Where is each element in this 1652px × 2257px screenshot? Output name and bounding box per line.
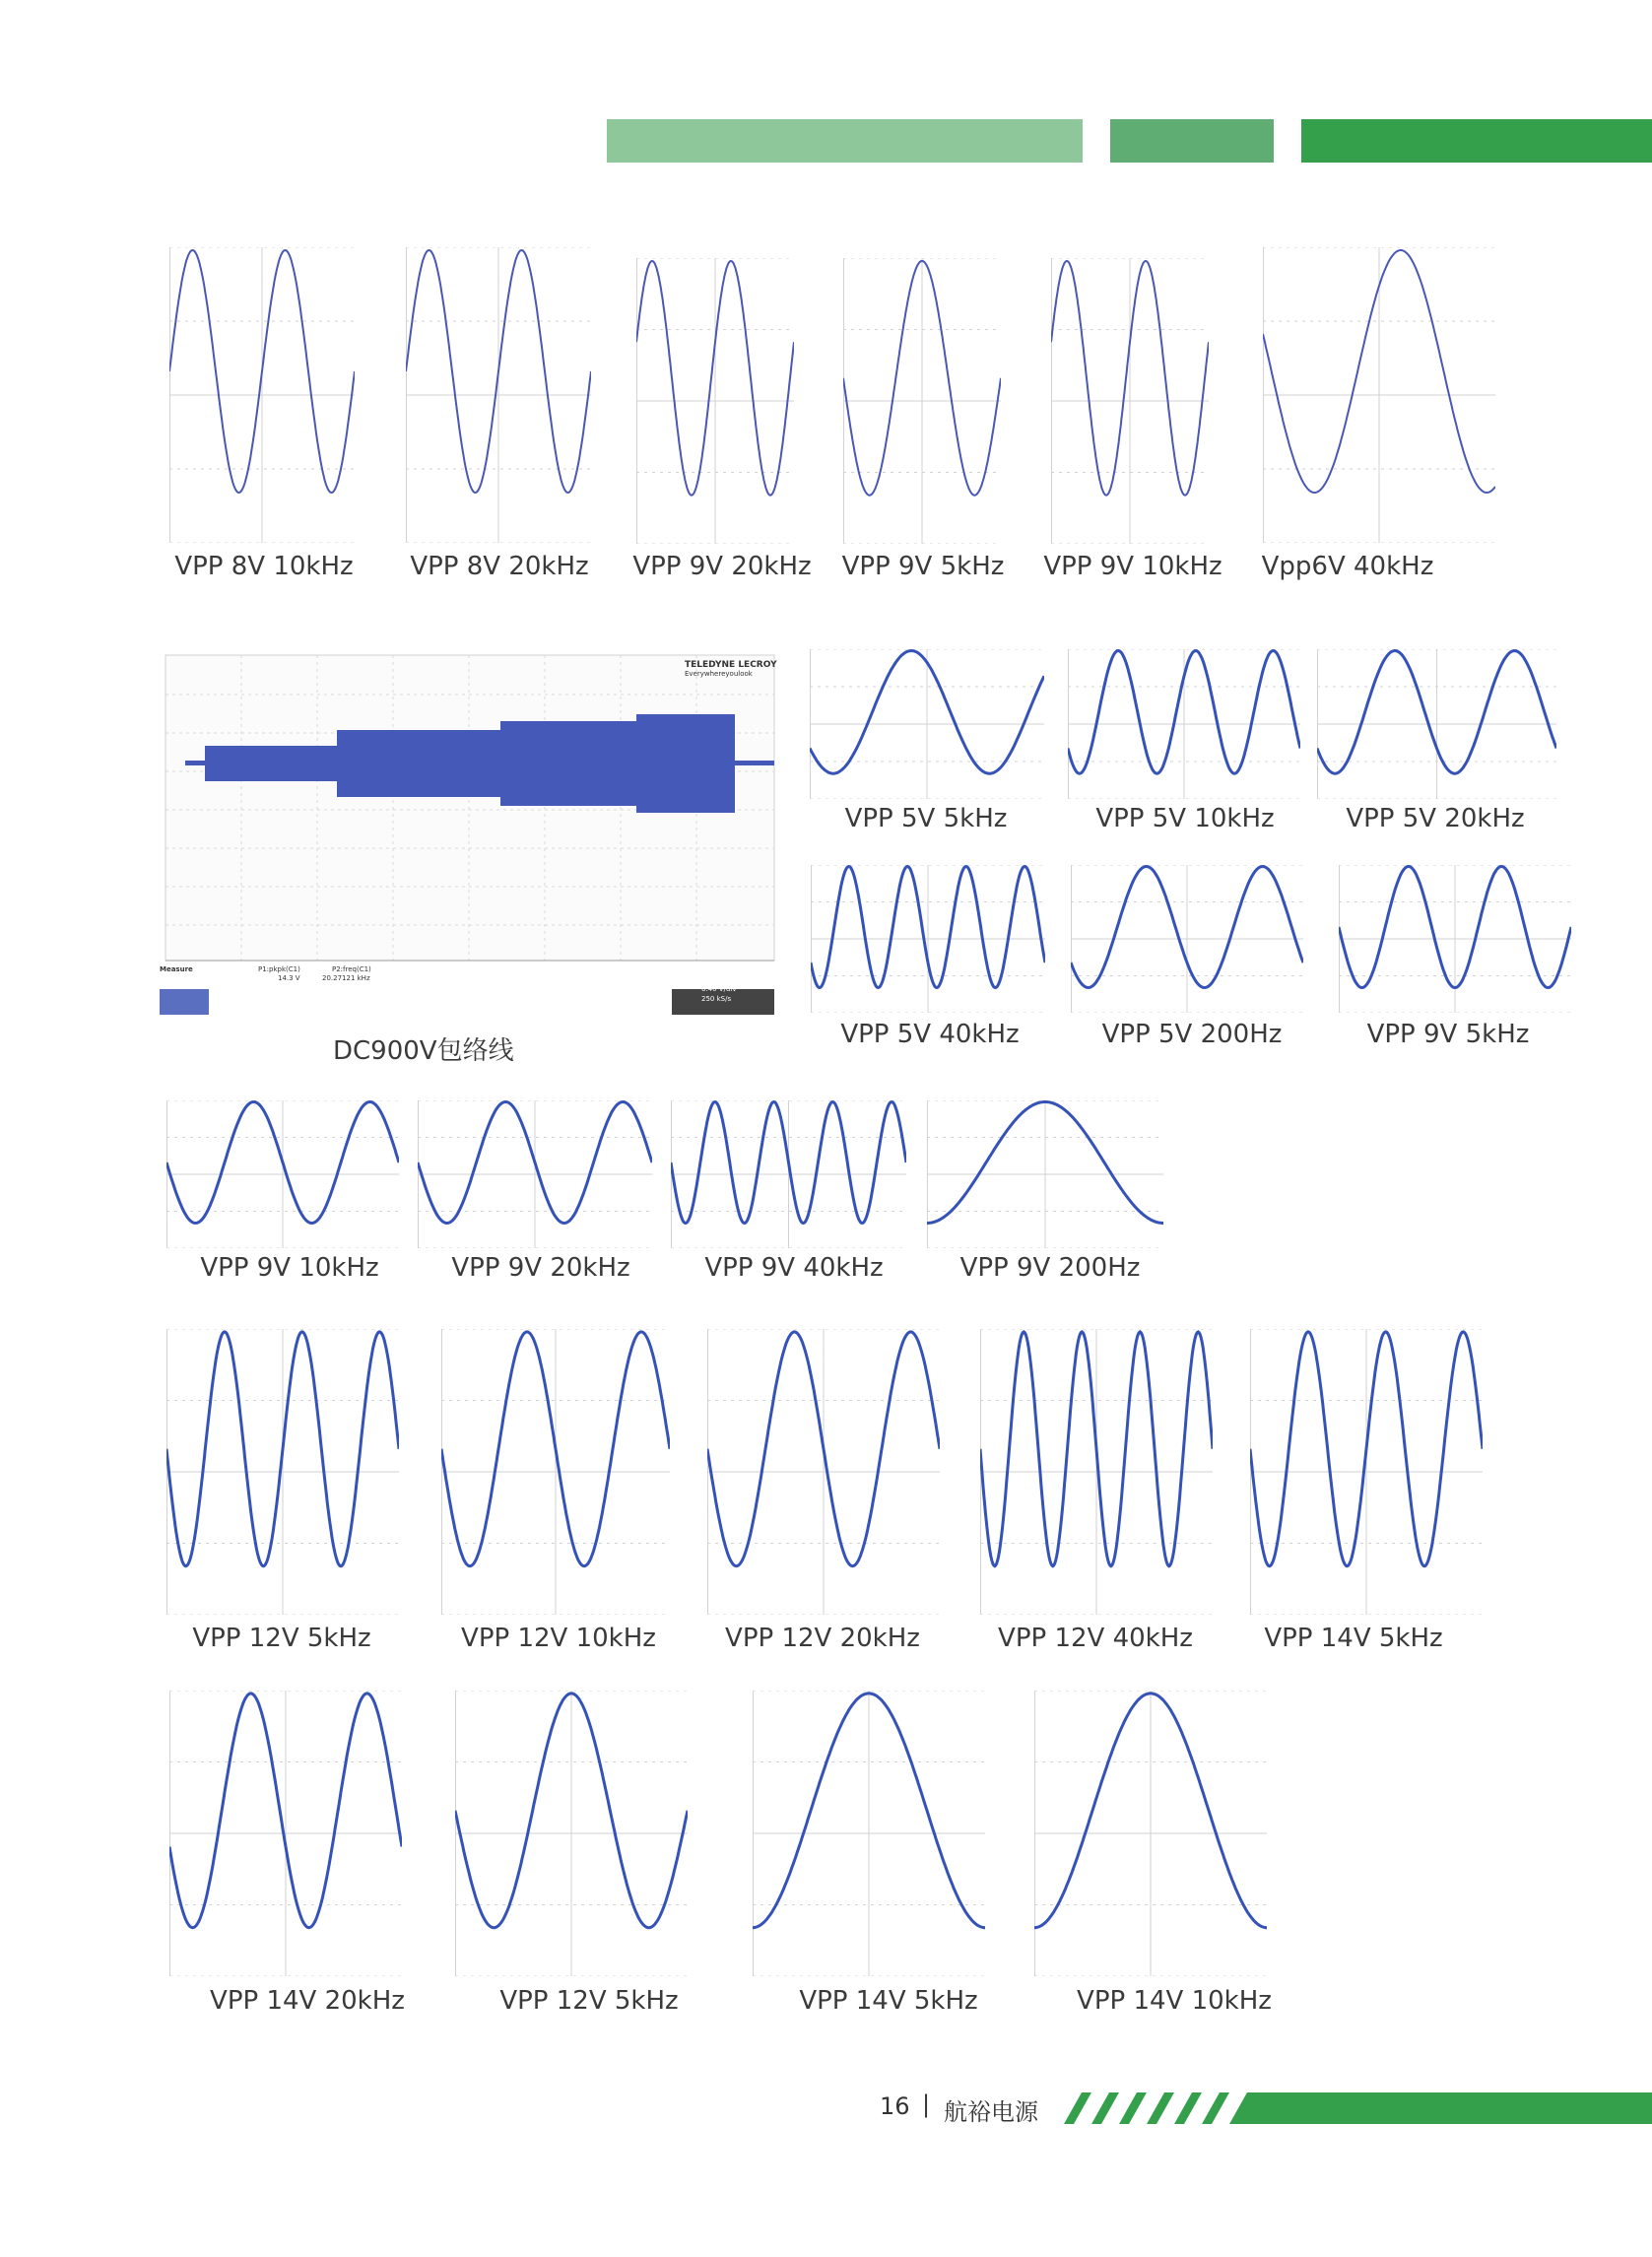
- waveform-scope: [169, 247, 355, 543]
- waveform-caption: VPP 5V 20kHz: [1346, 804, 1525, 833]
- waveform-caption: VPP 9V 40kHz: [704, 1253, 884, 1283]
- measure-label: Measure: [160, 965, 193, 973]
- envelope-scope: [160, 652, 780, 1017]
- header-bar-mid: [1110, 119, 1274, 163]
- waveform-caption: VPP 5V 5kHz: [844, 804, 1008, 833]
- waveform-scope: [406, 247, 591, 543]
- waveform-scope: [1263, 247, 1495, 543]
- waveform-scope: [418, 1100, 652, 1248]
- measure-readout: [160, 963, 780, 1013]
- waveform-scope: [810, 649, 1044, 799]
- waveform-caption: VPP 8V 10kHz: [174, 552, 354, 581]
- waveform-caption: Vpp6V 40kHz: [1261, 552, 1434, 581]
- waveform-caption: VPP 12V 5kHz: [192, 1624, 371, 1653]
- waveform-scope: [980, 1329, 1213, 1615]
- waveform-scope: [1071, 865, 1303, 1013]
- waveform-scope: [707, 1329, 940, 1615]
- waveform-caption: VPP 14V 10kHz: [1077, 1986, 1272, 2016]
- waveform-caption: VPP 9V 10kHz: [1043, 552, 1222, 581]
- waveform-caption: VPP 9V 200Hz: [959, 1253, 1141, 1283]
- waveform-caption: VPP 14V 5kHz: [1264, 1624, 1443, 1653]
- waveform-caption: VPP 9V 20kHz: [451, 1253, 630, 1283]
- footer-separator: |: [922, 2091, 931, 2118]
- waveform-scope: [1339, 865, 1571, 1013]
- p2-value: 20.27121 kHz: [322, 974, 370, 982]
- waveform-scope: [1034, 1691, 1267, 1976]
- waveform-caption: VPP 12V 5kHz: [499, 1986, 679, 2016]
- waveform-scope: [843, 258, 1001, 544]
- waveform-scope: [441, 1329, 670, 1615]
- waveform-caption: VPP 14V 20kHz: [210, 1986, 405, 2016]
- waveform-caption: VPP 5V 10kHz: [1095, 804, 1275, 833]
- waveform-scope: [455, 1691, 688, 1976]
- waveform-scope: [1068, 649, 1300, 799]
- waveform-scope: [166, 1329, 399, 1615]
- waveform-caption: VPP 12V 40kHz: [998, 1624, 1193, 1653]
- p1-label: P1:pkpk(C1): [258, 965, 300, 973]
- waveform-scope: [166, 1100, 399, 1248]
- waveform-scope: [811, 865, 1045, 1013]
- waveform-caption: VPP 5V 40kHz: [840, 1020, 1020, 1049]
- p2-label: P2:freq(C1): [332, 965, 371, 973]
- header-bar-dark: [1301, 119, 1652, 163]
- waveform-caption: VPP 9V 20kHz: [632, 552, 812, 581]
- waveform-scope: [1250, 1329, 1483, 1615]
- teledyne-lecroy-logo: TELEDYNE LECROY Everywhereyoulook: [685, 660, 777, 678]
- waveform-caption: VPP 9V 5kHz: [1366, 1020, 1530, 1049]
- rate-1: 6.40 V/div: [701, 985, 737, 993]
- waveform-caption: VPP 12V 10kHz: [461, 1624, 656, 1653]
- footer-brand: 航裕电源: [944, 2098, 1038, 2126]
- waveform-caption: VPP 5V 200Hz: [1101, 1020, 1283, 1049]
- page-number: 16: [880, 2092, 910, 2120]
- waveform-caption: VPP 8V 20kHz: [410, 552, 589, 581]
- waveform-scope: [1051, 258, 1209, 544]
- waveform-scope: [753, 1691, 985, 1976]
- waveform-caption: VPP 12V 20kHz: [725, 1624, 920, 1653]
- envelope-caption: DC900V包络线: [333, 1036, 514, 1066]
- waveform-scope: [1317, 649, 1556, 799]
- waveform-scope: [169, 1691, 402, 1976]
- p1-value: 14.3 V: [278, 974, 300, 982]
- waveform-caption: VPP 14V 5kHz: [799, 1986, 978, 2016]
- rate-2: 250 kS/s: [701, 995, 732, 1003]
- header-bar-light: [607, 119, 1083, 163]
- waveform-caption: VPP 9V 10kHz: [200, 1253, 379, 1283]
- footer-stripes: [1052, 2092, 1652, 2124]
- waveform-scope: [636, 258, 794, 544]
- waveform-scope: [671, 1100, 906, 1248]
- waveform-scope: [927, 1100, 1163, 1248]
- waveform-caption: VPP 9V 5kHz: [841, 552, 1005, 581]
